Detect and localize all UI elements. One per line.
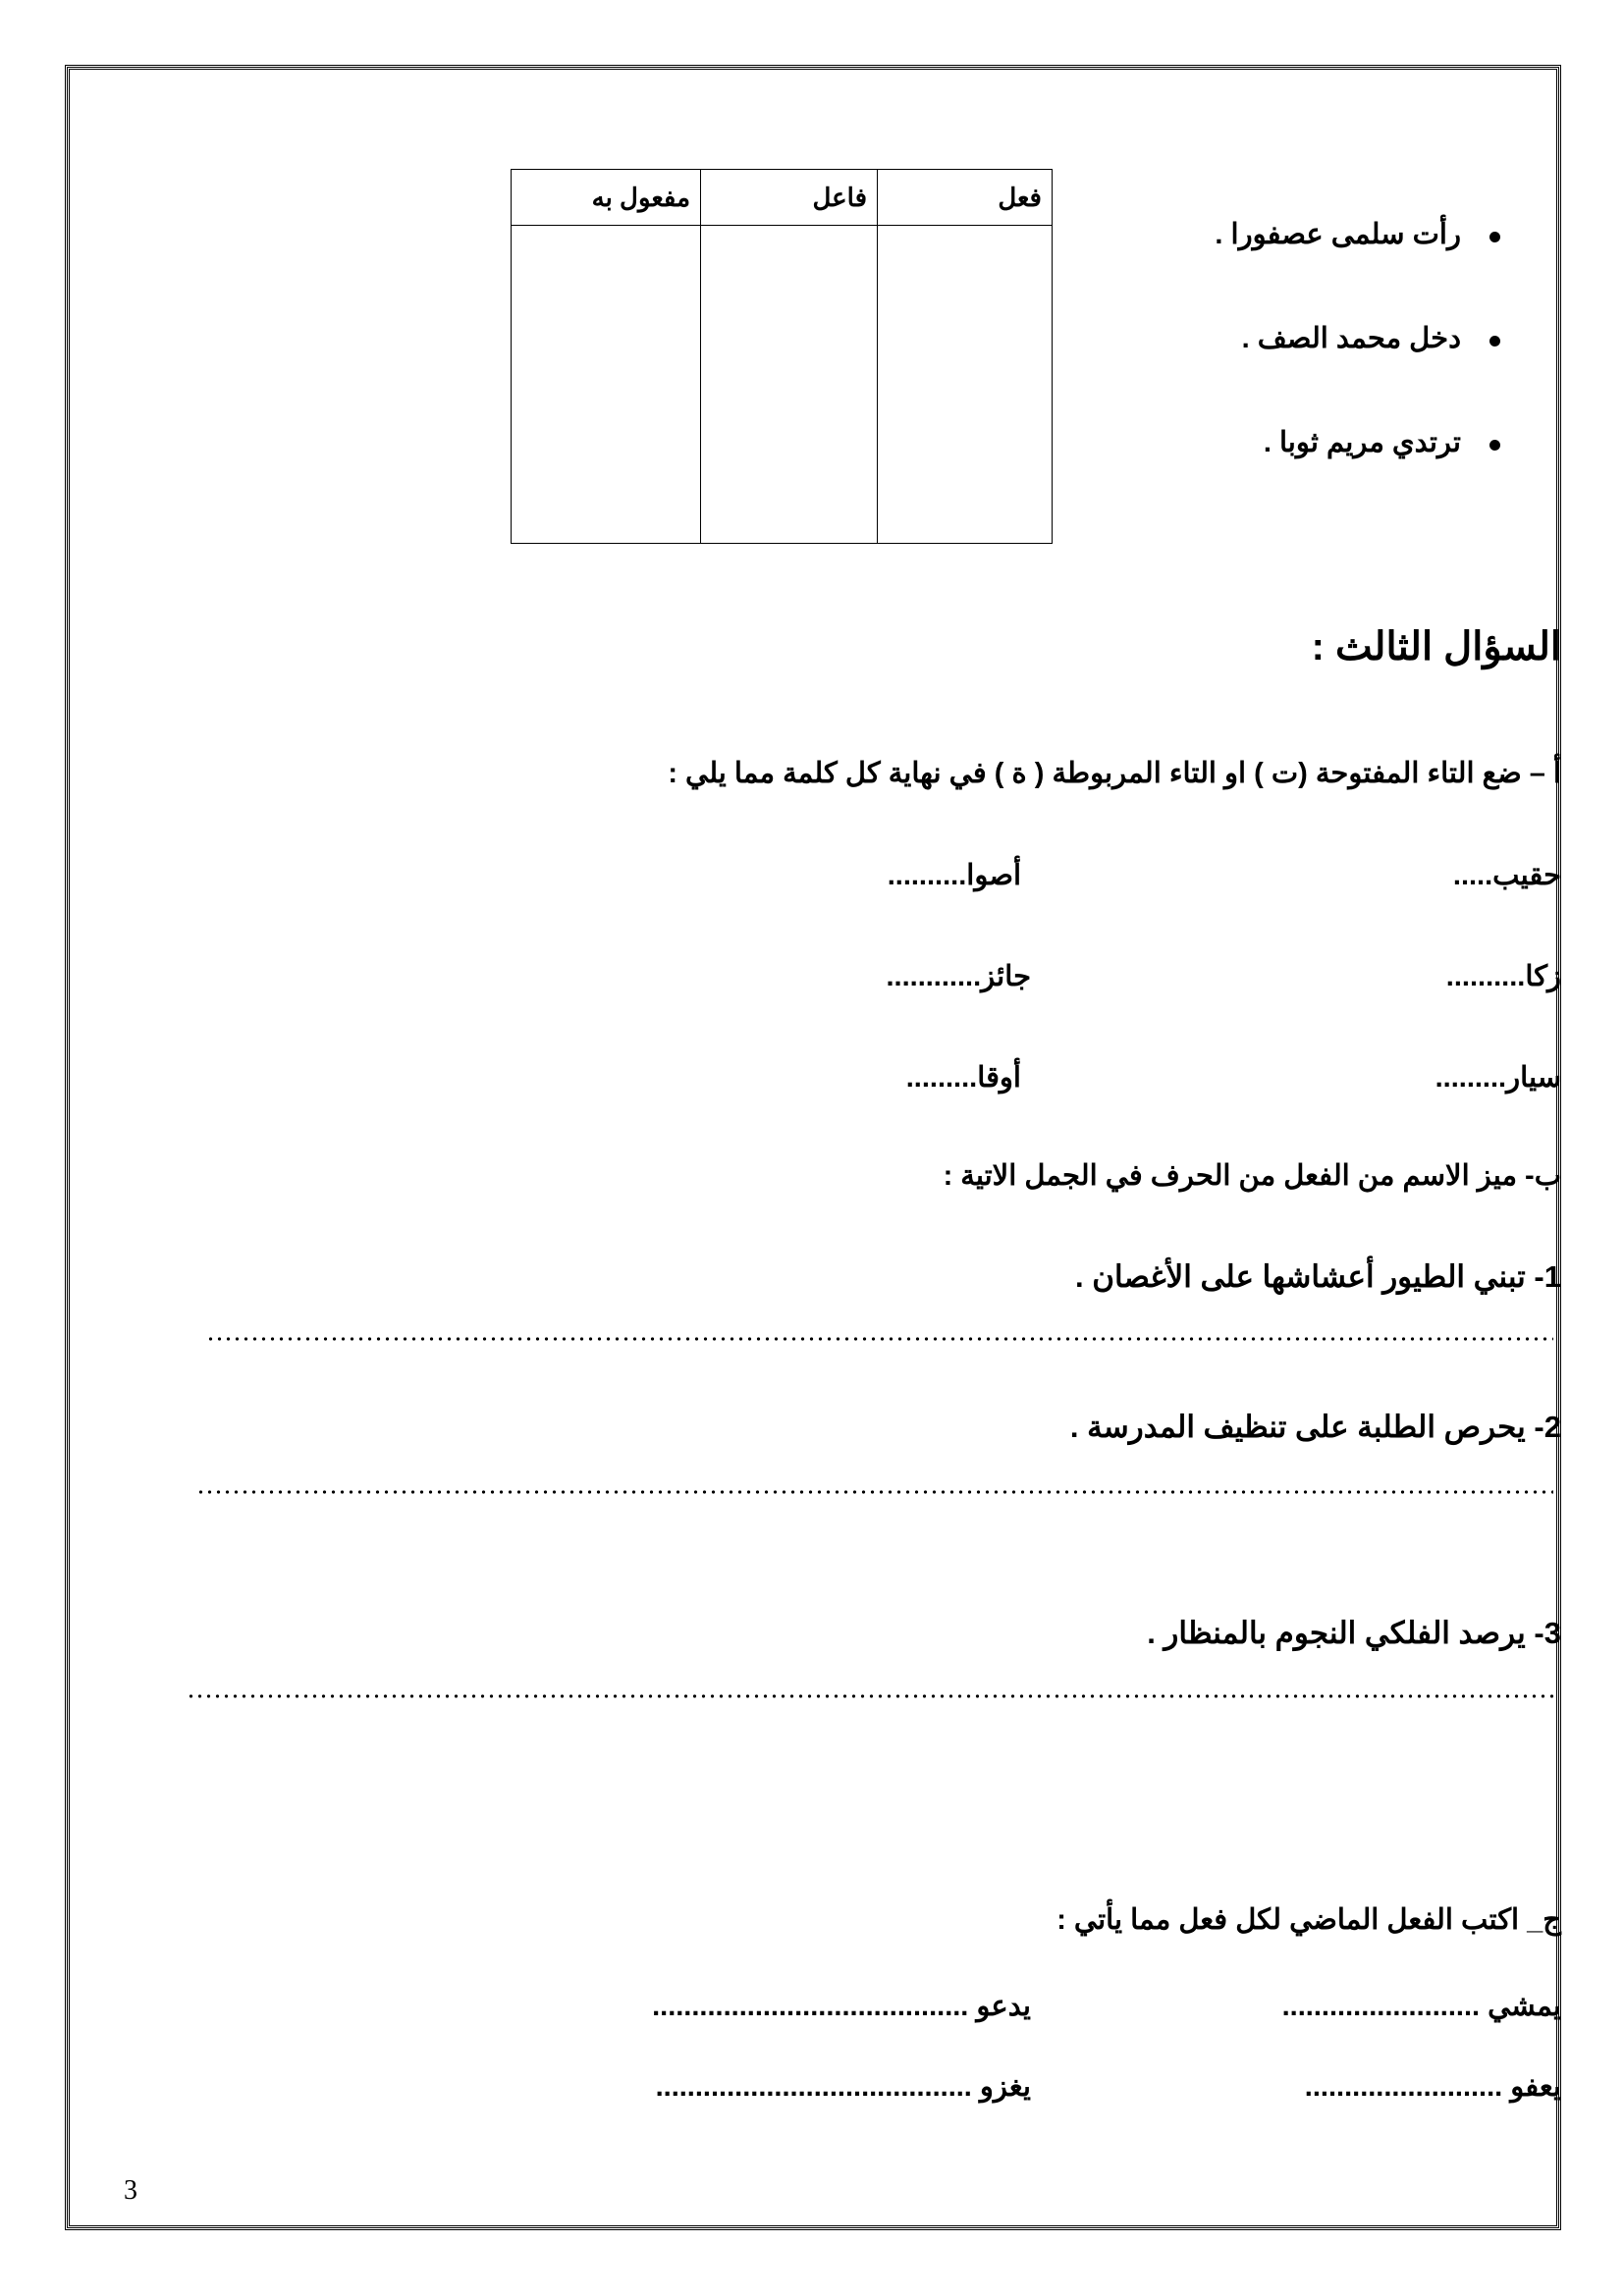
answer-line-1[interactable]: [206, 1337, 1553, 1341]
part-c-verb-2: يدعو ........................................: [652, 1991, 1031, 2022]
header-verb: فعل: [878, 170, 1053, 226]
sentence-1: رأت سلمى عصفورا .: [1215, 219, 1461, 250]
question3-title: السؤال الثالث :: [1311, 625, 1561, 668]
page-number: 3: [124, 2175, 137, 2206]
part-a-word-3: زكا..........: [1445, 961, 1561, 992]
cell-object[interactable]: [512, 226, 701, 544]
part-b-sentence-1: 1- تبني الطيور أعشاشها على الأغصان .: [1075, 1259, 1561, 1294]
part-a-word-6: أوقا.........: [905, 1062, 1021, 1094]
header-subject: فاعل: [701, 170, 878, 226]
answer-line-2[interactable]: [196, 1490, 1553, 1494]
sentence-2: دخل محمد الصف .: [1241, 323, 1461, 354]
part-c-verb-4: يغزو ........................................: [655, 2071, 1031, 2103]
header-object: مفعول به: [512, 170, 701, 226]
bullet-1: [1489, 232, 1500, 242]
part-c-instruction: ج_ اكتب الفعل الماضي لكل فعل مما يأتي :: [1056, 1904, 1561, 1936]
sentence-3: ترتدي مريم ثوبا .: [1263, 427, 1461, 458]
part-c-verb-3: يعفو .........................: [1304, 2071, 1561, 2103]
cell-subject[interactable]: [701, 226, 878, 544]
bullet-2: [1489, 336, 1500, 347]
part-a-word-4: جائز............: [886, 961, 1031, 992]
part-b-instruction: ب- ميز الاسم من الفعل من الحرف في الجمل الاتية :: [943, 1160, 1561, 1192]
answer-line-3[interactable]: [187, 1694, 1553, 1698]
part-a-instruction: أ – ضع التاء المفتوحة (ت ) او التاء المربوطة ( ة ) في نهاية كل كلمة مما يلي :: [668, 758, 1561, 789]
bullet-3: [1489, 440, 1500, 451]
part-a-word-2: أصوا..........: [887, 860, 1021, 891]
part-c-verb-1: يمشي .........................: [1281, 1991, 1561, 2022]
part-b-sentence-3: 3- يرصد الفلكي النجوم بالمنظار .: [1147, 1616, 1561, 1650]
answer-table: [511, 169, 1053, 544]
part-b-sentence-2: 2- يحرص الطلبة على تنظيف المدرسة .: [1069, 1410, 1561, 1444]
part-a-word-1: حقيب.....: [1452, 860, 1561, 891]
cell-verb[interactable]: [878, 226, 1053, 544]
part-a-word-5: سيار.........: [1435, 1062, 1561, 1094]
